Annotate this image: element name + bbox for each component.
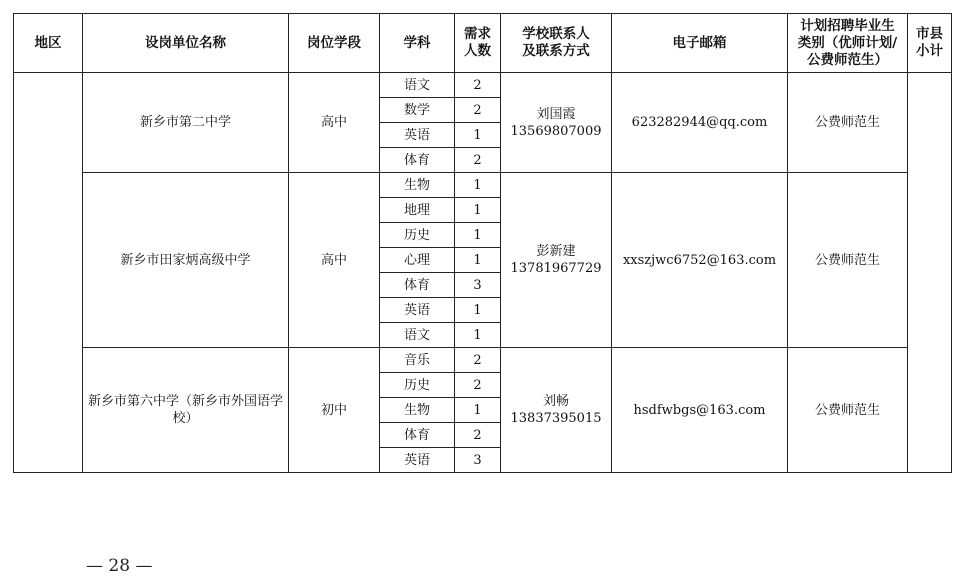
header-need [455,14,501,73]
header-category-line3: 公费师范生） [807,51,888,68]
header-contact-line1: 学校联系人 [522,26,590,42]
subject-cell: 历史 [380,223,455,248]
count-cell: 1 [455,298,501,323]
count-cell: 2 [455,373,501,398]
contact-phone: 13837395015 [510,411,602,426]
contact-cell [501,173,612,348]
email-cell: hsdfwbgs@163.com [612,348,788,473]
email-cell: 623282944@qq.com [612,73,788,173]
subject-cell: 英语 [380,123,455,148]
header-category [788,14,908,73]
contact-name: 彭新建 [536,244,576,259]
subject-cell: 体育 [380,273,455,298]
header-unit: 设岗单位名称 [83,14,289,73]
contact-phone: 13781967729 [510,261,602,276]
header-category-line1: 计划招聘毕业生 [800,17,895,34]
school-name: 新乡市第二中学 [83,73,289,173]
school-name: 新乡市第六中学（新乡市外国语学校） [83,348,289,473]
category-cell: 公费师范生 [788,348,908,473]
header-category-line2: 类别（优师计划/ [797,34,898,51]
count-cell: 3 [455,448,501,473]
subject-cell: 音乐 [380,348,455,373]
contact-phone: 13569807009 [510,123,602,139]
header-contact-line2: 及联系方式 [522,43,590,59]
subject-cell: 体育 [380,423,455,448]
contact-name: 刘国霞 [536,106,576,122]
subject-cell: 生物 [380,398,455,423]
category-cell: 公费师范生 [788,73,908,173]
region-cell [14,73,83,473]
subject-cell: 生物 [380,173,455,198]
table-row [14,173,952,198]
header-stage: 岗位学段 [289,14,380,73]
count-cell: 2 [455,98,501,123]
header-subject: 学科 [380,14,455,73]
subject-cell: 语文 [380,73,455,98]
header-subtotal-line1: 市县 [916,26,943,42]
count-cell: 3 [455,273,501,298]
count-cell: 1 [455,223,501,248]
count-cell: 2 [455,73,501,98]
header-subtotal-line2: 小计 [916,43,943,59]
count-cell: 1 [455,398,501,423]
header-need-line2: 人数 [464,43,491,59]
subject-cell: 心理 [380,248,455,273]
school-stage: 高中 [289,73,380,173]
count-cell: 2 [455,148,501,173]
subject-cell: 体育 [380,148,455,173]
count-cell: 2 [455,348,501,373]
subject-cell: 地理 [380,198,455,223]
count-cell: 1 [455,173,501,198]
email-cell: xxszjwc6752@163.com [612,173,788,348]
school-name: 新乡市田家炳高级中学 [83,173,289,348]
table-row [14,73,952,98]
header-region: 地区 [14,14,83,73]
subject-cell: 英语 [380,448,455,473]
count-cell: 1 [455,198,501,223]
count-cell: 1 [455,323,501,348]
count-cell: 1 [455,248,501,273]
subject-cell: 英语 [380,298,455,323]
page-number: — 28 — [86,556,153,576]
subject-cell: 语文 [380,323,455,348]
subject-cell: 历史 [380,373,455,398]
contact-cell [501,73,612,173]
subject-cell: 数学 [380,98,455,123]
category-cell: 公费师范生 [788,173,908,348]
subtotal-cell [908,73,952,473]
header-need-line1: 需求 [464,26,491,42]
count-cell: 2 [455,423,501,448]
count-cell: 1 [455,123,501,148]
recruitment-table [13,13,952,473]
header-contact [501,14,612,73]
contact-cell [501,348,612,473]
contact-name: 刘畅 [542,394,569,409]
header-row [14,14,952,73]
header-email: 电子邮箱 [612,14,788,73]
table-row [14,348,952,373]
school-stage: 高中 [289,173,380,348]
header-subtotal [908,14,952,73]
school-stage: 初中 [289,348,380,473]
